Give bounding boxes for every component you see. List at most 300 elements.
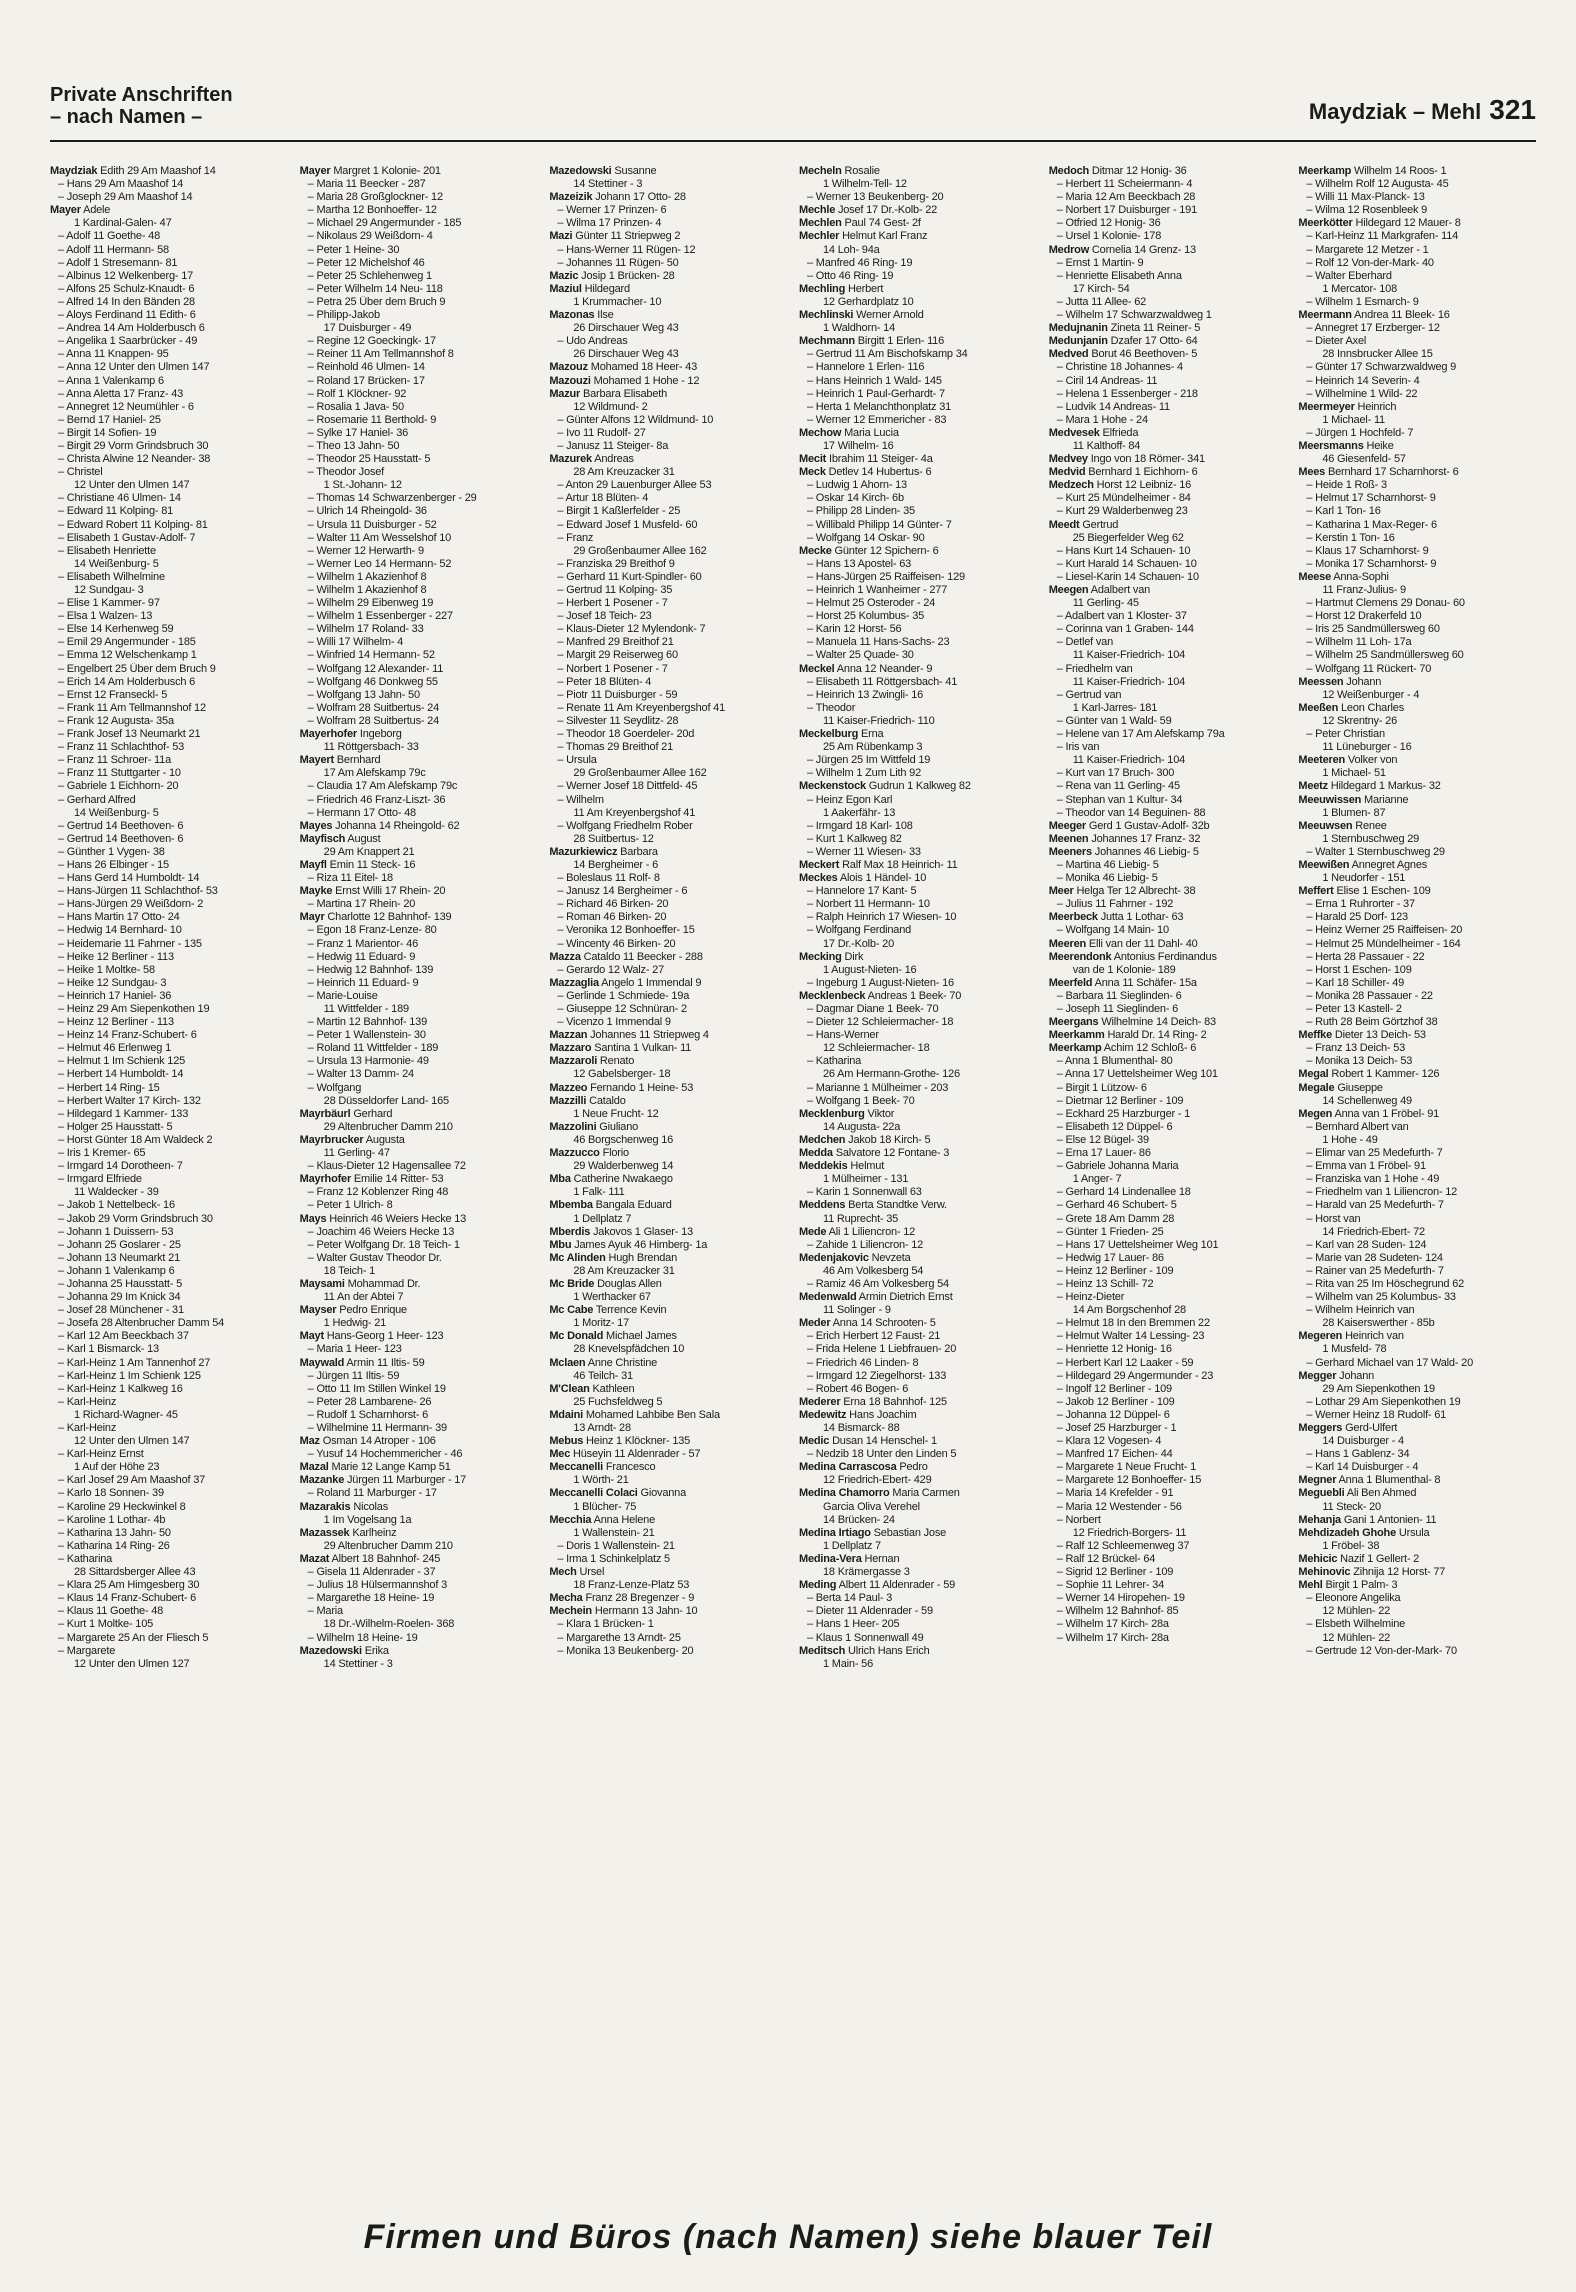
entry-text: – Hedwig 12 Bahnhof- 139 (307, 963, 434, 976)
directory-entry (300, 361, 538, 374)
directory-entry (799, 1396, 1037, 1409)
surname: Mayes (299, 819, 333, 832)
entry-text: – Heike 12 Berliner - 113 (58, 950, 174, 963)
entry-text: – Hans-Jürgen 11 Schlachthof- 53 (58, 885, 218, 898)
surname: Medzech (1048, 479, 1094, 492)
directory-entry (50, 1409, 288, 1422)
entry-text: – Werner 12 Herwarth- 9 (307, 544, 424, 557)
entry-text: 46 Teilch- 31 (573, 1369, 633, 1382)
surname: Mehicic (1298, 1552, 1338, 1565)
entry-text: – Karoline 29 Heckwinkel 8 (58, 1500, 186, 1513)
surname: Mec (549, 1448, 571, 1461)
directory-entry (1049, 1108, 1287, 1121)
directory-entry (1049, 1278, 1287, 1291)
entry-text: – Hartmut Clemens 29 Donau- 60 (1306, 597, 1465, 610)
directory-entry (549, 1501, 787, 1514)
entry-text: – Hans Heinrich 1 Wald- 145 (807, 374, 942, 387)
directory-entry (1049, 1003, 1287, 1016)
directory-entry (300, 597, 538, 610)
entry-text: 28 Knevelspfädchen 10 (573, 1343, 685, 1356)
entry-text: 12 Unter den Ulmen 147 (74, 1435, 190, 1448)
directory-entry (300, 440, 538, 453)
directory-entry (799, 649, 1037, 662)
surname: Mazzaglia (549, 976, 599, 989)
directory-entry (1049, 309, 1287, 322)
directory-entry (300, 479, 538, 492)
directory-entry (799, 283, 1037, 296)
entry-text: – Heinrich 11 Eduard- 9 (307, 976, 419, 989)
entry-text: – Erna 17 Lauer- 86 (1056, 1147, 1151, 1160)
entry-text: – Ingeburg 1 August-Nieten- 16 (807, 976, 954, 989)
entry-text: 11 Kaiser-Friedrich- 104 (1072, 754, 1186, 767)
entry-text: – Edward Josef 1 Musfeld- 60 (557, 518, 698, 531)
entry-text: 12 Unter den Ulmen 127 (74, 1657, 190, 1670)
directory-entry (50, 492, 288, 505)
surname: Meermann (1298, 309, 1352, 322)
directory-entry (300, 1514, 538, 1527)
surname: Meerkamm (1048, 1029, 1105, 1042)
surname: Mazanke (299, 1474, 345, 1487)
directory-entry (1049, 1592, 1287, 1605)
directory-entry (1049, 715, 1287, 728)
directory-entry (799, 453, 1037, 466)
directory-entry (1298, 1055, 1536, 1068)
directory-entry (300, 780, 538, 793)
directory-entry (549, 964, 787, 977)
surname: Medina-Vera (799, 1552, 862, 1565)
entry-text: – Karl 14 Duisburger - 4 (1306, 1461, 1419, 1474)
directory-entry (799, 1527, 1037, 1540)
entry-text: – Engelbert 25 Über dem Bruch 9 (58, 662, 216, 675)
entry-text: Hildegard (584, 282, 630, 295)
directory-entry (1049, 1487, 1287, 1500)
directory-entry (799, 1186, 1037, 1199)
entry-text: Dzafer 17 Otto- 64 (1110, 335, 1198, 348)
directory-entry (549, 1213, 787, 1226)
directory-entry (549, 1435, 787, 1448)
directory-entry (799, 1540, 1037, 1553)
directory-entry (300, 545, 538, 558)
entry-text: – Klara 1 Brücken- 1 (557, 1618, 654, 1631)
surname: Mehdizadeh Ghohe (1298, 1526, 1396, 1539)
directory-entry (300, 1278, 538, 1291)
entry-text: – Elisabeth Henriette (58, 544, 156, 557)
directory-entry (799, 1422, 1037, 1435)
directory-entry (50, 1108, 288, 1121)
directory-entry (300, 951, 538, 964)
directory-entry (300, 1409, 538, 1422)
entry-text: Ursel (579, 1566, 605, 1579)
entry-text: – Ursula (557, 754, 597, 767)
directory-entry (300, 414, 538, 427)
entry-text: – Birgit 1 Lützow- 6 (1056, 1081, 1147, 1094)
entry-text: – Birgit 14 Sofien- 19 (58, 426, 157, 439)
directory-entry (1049, 951, 1287, 964)
entry-text: – Wilhelm van 25 Kolumbus- 33 (1306, 1291, 1456, 1304)
entry-text: – Heinrich 1 Paul-Gerhardt- 7 (807, 387, 945, 400)
entry-text: – Erich Herbert 12 Faust- 21 (807, 1330, 941, 1343)
directory-entry (799, 309, 1037, 322)
directory-entry (549, 1134, 787, 1147)
directory-entry (1298, 361, 1536, 374)
directory-entry (1049, 767, 1287, 780)
entry-text: – Piotr 11 Duisburger - 59 (557, 688, 678, 701)
directory-entry (549, 257, 787, 270)
directory-entry (1049, 1540, 1287, 1553)
directory-entry (799, 1147, 1037, 1160)
entry-text: Bernhard 17 Scharnhorst- 6 (1327, 466, 1459, 479)
entry-text: – Kurt 1 Kalkweg 82 (807, 832, 902, 845)
entry-text: 14 Stettiner - 3 (573, 178, 643, 191)
surname: Mazedowski (549, 165, 612, 177)
surname: Medvid (1048, 466, 1086, 479)
directory-entry (1049, 597, 1287, 610)
directory-entry (799, 1134, 1037, 1147)
directory-entry (799, 427, 1037, 440)
surname: Meegen (1048, 584, 1089, 596)
entry-text: – Hans-Jürgen 29 Weißdorn- 2 (58, 898, 204, 911)
entry-text: – Barbara 11 Sieglinden- 6 (1056, 989, 1182, 1002)
entry-text: – Günter 1 Frieden- 25 (1056, 1225, 1164, 1238)
entry-text: 1 Waldhorn- 14 (823, 322, 896, 335)
directory-entry (1298, 833, 1536, 846)
directory-entry (1049, 1461, 1287, 1474)
directory-entry (549, 1252, 787, 1265)
surname: Meccanelli (549, 1461, 603, 1474)
entry-text: 17 Kirch- 54 (1072, 282, 1130, 295)
surname: Mazzolini (549, 1120, 597, 1133)
entry-text: Armin 11 Iltis- 59 (346, 1356, 425, 1369)
entry-text: – Theodor (807, 701, 856, 714)
directory-entry (50, 1435, 288, 1448)
entry-text: Hildegard 1 Markus- 32 (1330, 780, 1441, 793)
directory-entry (1298, 1448, 1536, 1461)
directory-entry (50, 728, 288, 741)
entry-text: 28 Innsbrucker Allee 15 (1322, 348, 1433, 361)
entry-text: – Eckhard 25 Harzburger - 1 (1056, 1107, 1191, 1120)
entry-text: Emin 11 Steck- 16 (329, 858, 416, 871)
entry-text: – Marianne 1 Mülheimer - 203 (807, 1081, 949, 1094)
surname: M'Clean (549, 1382, 590, 1395)
directory-entry (799, 204, 1037, 217)
entry-text: – Elise 1 Kammer- 97 (58, 597, 160, 610)
entry-text: – Margarete 1 Neue Frucht- 1 (1056, 1461, 1196, 1474)
entry-text: Cataldo 11 Beecker - 288 (583, 950, 703, 963)
directory-entry (799, 191, 1037, 204)
entry-text: – Gertrud 11 Am Bischofskamp 34 (807, 348, 968, 361)
entry-text: – Herbert 14 Humboldt- 14 (58, 1068, 184, 1081)
entry-text: – Joseph 29 Am Maashof 14 (58, 191, 193, 204)
entry-text: 12 Weißenburger - 4 (1322, 688, 1420, 701)
entry-text: 1 Karl-Jarres- 181 (1072, 701, 1158, 714)
directory-entry (1298, 1147, 1536, 1160)
directory-entry (1298, 1383, 1536, 1396)
surname: Meer (1048, 885, 1074, 898)
surname: Mayer (50, 204, 81, 217)
directory-entry (1298, 191, 1536, 204)
directory-entry (50, 191, 288, 204)
entry-text: Gertrud (1082, 518, 1119, 531)
directory-entry (1049, 1304, 1287, 1317)
entry-text: – Dieter 11 Aldenrader - 59 (807, 1605, 933, 1618)
surname: Medrow (1048, 243, 1090, 256)
entry-text: – Walter 25 Quade- 30 (807, 649, 914, 662)
directory-entry (1298, 1213, 1536, 1226)
entry-text: Detlev 14 Hubertus- 6 (828, 466, 932, 479)
directory-entry (50, 1474, 288, 1487)
directory-entry (300, 676, 538, 689)
directory-entry (50, 911, 288, 924)
surname: Mecklenburg (799, 1107, 865, 1120)
entry-text: Erna 18 Bahnhof- 125 (843, 1395, 947, 1408)
directory-entry (1298, 1042, 1536, 1055)
entry-text: – Maria 14 Krefelder - 91 (1056, 1487, 1174, 1500)
directory-entry (549, 479, 787, 492)
entry-text: – Udo Andreas (557, 335, 628, 348)
surname: Meeger (1048, 819, 1087, 832)
directory-entry (549, 296, 787, 309)
directory-entry (799, 1213, 1037, 1226)
entry-text: – Adolf 11 Hermann- 58 (58, 243, 169, 256)
entry-text: – Maria (307, 1605, 343, 1618)
directory-entry (300, 1042, 538, 1055)
entry-text: – Franz 11 Schlachthof- 53 (58, 741, 185, 754)
entry-text: – Thomas 14 Schwarzenberger - 29 (307, 492, 477, 505)
entry-text: – Wolfgang 14 Oskar- 90 (807, 531, 925, 544)
entry-text: – Katharina 13 Jahn- 50 (58, 1526, 171, 1539)
directory-entry (1049, 348, 1287, 361)
entry-text: 1 Falk- 111 (573, 1186, 625, 1199)
directory-entry (50, 977, 288, 990)
directory-entry (1049, 558, 1287, 571)
directory-entry (300, 1068, 538, 1081)
directory-entry (549, 1514, 787, 1527)
entry-text: 28 Suitbertus- 12 (573, 832, 654, 845)
directory-entry (50, 754, 288, 767)
entry-text: – Rudolf 1 Scharnhorst- 6 (307, 1408, 429, 1421)
surname: Mechler (799, 230, 840, 243)
surname: Megger (1298, 1369, 1337, 1382)
entry-text: Nazif 1 Gellert- 2 (1340, 1552, 1420, 1565)
entry-text: – Lothar 29 Am Siepenkothen 19 (1306, 1395, 1461, 1408)
directory-entry (549, 1579, 787, 1592)
entry-text: – Ingolf 12 Berliner - 109 (1056, 1382, 1172, 1395)
directory-entry (1298, 283, 1536, 296)
directory-entry (1298, 466, 1536, 479)
entry-text: – Rolf 1 Klöckner- 92 (307, 387, 407, 400)
surname: Medina Irtiago (799, 1526, 871, 1539)
entry-text: – Karin 1 Sonnenwall 63 (807, 1186, 922, 1199)
entry-text: – Irmgard 18 Karl- 108 (807, 819, 913, 832)
entry-text: Rosalie (844, 165, 880, 177)
entry-text: – Friedrich 46 Linden- 8 (807, 1356, 919, 1369)
entry-text: – Margit 29 Reiserweg 60 (557, 649, 678, 662)
directory-entry (1049, 257, 1287, 270)
directory-entry (1298, 1474, 1536, 1487)
directory-entry (1049, 794, 1287, 807)
entry-text: – Günter Alfons 12 Wildmund- 10 (557, 413, 714, 426)
directory-entry (549, 990, 787, 1003)
directory-entry (549, 623, 787, 636)
directory-entry (50, 1579, 288, 1592)
entry-text: Charlotte 12 Bahnhof- 139 (327, 911, 452, 924)
entry-text: – Manfred 29 Breithof 21 (557, 636, 674, 649)
entry-text: 1 Musfeld- 78 (1322, 1343, 1387, 1356)
entry-text: Gerd-Ulfert (1345, 1422, 1398, 1434)
entry-text: – Peter 25 Schlehenweg 1 (307, 269, 432, 282)
entry-text: – Peter Wilhelm 14 Neu- 118 (307, 282, 443, 295)
directory-entry (1298, 1527, 1536, 1540)
entry-text: 1 Anger- 7 (1072, 1173, 1122, 1186)
entry-text: – Irma 1 Schinkelplatz 5 (557, 1552, 670, 1565)
directory-entry (549, 1055, 787, 1068)
entry-text: – Aloys Ferdinand 11 Edith- 6 (58, 309, 196, 322)
entry-text: – Jakob 12 Berliner - 109 (1056, 1395, 1175, 1408)
directory-entry (300, 833, 538, 846)
entry-text: – Jürgen 25 Im Wittfeld 19 (807, 754, 931, 767)
entry-text: – Bernd 17 Haniel- 25 (58, 413, 161, 426)
directory-entry (1049, 1330, 1287, 1343)
entry-text: Andrea 11 Bleek- 16 (1354, 309, 1450, 322)
directory-entry (50, 1527, 288, 1540)
directory-entry (1298, 951, 1536, 964)
entry-text: 11 Kaiser-Friedrich- 104 (1072, 649, 1186, 662)
surname: Meckert (799, 858, 840, 871)
directory-entry (799, 1566, 1037, 1579)
directory-entry (300, 898, 538, 911)
directory-entry (1049, 571, 1287, 584)
directory-entry (50, 780, 288, 793)
directory-entry (1049, 1016, 1287, 1029)
entry-text: – Wilhelm 12 Bahnhof- 85 (1056, 1605, 1179, 1618)
directory-entry (50, 1082, 288, 1095)
surname: Mberdis (549, 1225, 591, 1238)
surname: Mazzan (549, 1029, 588, 1042)
directory-entry (50, 623, 288, 636)
directory-entry (1049, 938, 1287, 951)
entry-text: Anna Helene (593, 1513, 656, 1526)
directory-entry (549, 453, 787, 466)
directory-entry (1049, 911, 1287, 924)
entry-text: – Helmut 17 Scharnhorst- 9 (1306, 492, 1436, 505)
directory-entry (1049, 1042, 1287, 1055)
directory-entry (1298, 715, 1536, 728)
directory-entry (50, 414, 288, 427)
directory-entry (300, 636, 538, 649)
entry-text: 29 Walderbenweg 14 (573, 1160, 674, 1173)
directory-entry (50, 1592, 288, 1605)
directory-entry (549, 1082, 787, 1095)
entry-text: – Jakob 29 Vorm Grindsbruch 30 (58, 1212, 213, 1225)
directory-entry (1298, 1239, 1536, 1252)
directory-entry (50, 1514, 288, 1527)
directory-entry (549, 1239, 787, 1252)
entry-text: 1 Wallenstein- 21 (573, 1526, 655, 1539)
entry-text: 1 Mercator- 108 (1322, 282, 1398, 295)
entry-text: – Gerhard 14 Lindenallee 18 (1056, 1186, 1191, 1199)
directory-entry (799, 348, 1037, 361)
directory-entry (50, 1632, 288, 1645)
entry-text: – Elimar van 25 Medefurth- 7 (1306, 1147, 1443, 1160)
directory-entry (300, 257, 538, 270)
directory-entry (1298, 375, 1536, 388)
directory-entry (1298, 1409, 1536, 1422)
entry-text: – Frank 12 Augusta- 35a (58, 714, 174, 727)
entry-text: Herbert (847, 282, 884, 295)
directory-entry (1049, 479, 1287, 492)
directory-entry (549, 1592, 787, 1605)
directory-entry (799, 322, 1037, 335)
entry-text: Pedro (899, 1461, 928, 1474)
entry-text: – Hannelore 17 Kant- 5 (807, 885, 917, 898)
directory-entry (1298, 414, 1536, 427)
directory-entry (1298, 1553, 1536, 1566)
directory-entry (799, 1553, 1037, 1566)
entry-text: 14 Friedrich-Ebert- 72 (1322, 1225, 1425, 1238)
surname: Medchen (799, 1133, 846, 1146)
entry-text: – Katharina (807, 1055, 862, 1068)
entry-text: 13 Arndt- 28 (573, 1422, 631, 1434)
entry-text: – Margarete (58, 1644, 116, 1657)
entry-text: – Stephan van 1 Kultur- 34 (1056, 793, 1183, 806)
directory-entry (549, 1474, 787, 1487)
entry-text: – Willi 17 Wilhelm- 4 (307, 636, 404, 649)
directory-entry (799, 898, 1037, 911)
entry-text: – Wilhelm 17 Kirch- 28a (1056, 1618, 1169, 1631)
entry-text: Helmut (850, 1160, 885, 1173)
directory-entry (799, 1383, 1037, 1396)
entry-text: 1 Wörth- 21 (573, 1474, 629, 1487)
directory-entry (1298, 401, 1536, 414)
directory-entry (549, 1383, 787, 1396)
directory-entry (549, 676, 787, 689)
entry-text: Erika (364, 1644, 389, 1657)
entry-text: – Petra 25 Über dem Bruch 9 (307, 295, 446, 308)
surname: Mayt (299, 1330, 324, 1343)
entry-text: – Karl van 28 Suden- 124 (1306, 1238, 1427, 1251)
directory-entry (300, 1252, 538, 1265)
surname: Mays (299, 1212, 327, 1225)
directory-entry (549, 283, 787, 296)
entry-text: – Irmgard 14 Dorotheen- 7 (58, 1160, 183, 1173)
entry-text: – Monika 17 Scharnhorst- 9 (1306, 557, 1437, 570)
directory-entry (549, 780, 787, 793)
directory-entry (1049, 1068, 1287, 1081)
surname: Medvey (1048, 453, 1088, 466)
directory-column-2 (300, 165, 538, 2165)
directory-entry (50, 165, 288, 178)
entry-text: Wilhelmine 14 Deich- 83 (1101, 1016, 1216, 1029)
directory-entry (1298, 623, 1536, 636)
entry-text: 17 Wilhelm- 16 (823, 439, 894, 452)
directory-entry (799, 1487, 1037, 1500)
directory-entry (300, 623, 538, 636)
directory-entry (300, 1186, 538, 1199)
entry-text: – Dieter Axel (1306, 335, 1367, 348)
directory-entry (549, 951, 787, 964)
directory-entry (799, 1291, 1037, 1304)
entry-text: – Heinz 12 Berliner - 109 (1056, 1264, 1174, 1277)
entry-text: 18 Krämergasse 3 (823, 1566, 910, 1579)
entry-text: 14 Duisburger - 4 (1322, 1435, 1404, 1448)
surname: Maysami (299, 1277, 345, 1290)
directory-entry (300, 1448, 538, 1461)
directory-entry (799, 938, 1037, 951)
directory-entry (50, 1042, 288, 1055)
entry-text: Annegret Agnes (1351, 858, 1428, 871)
entry-text: – Iris van (1056, 741, 1100, 754)
directory-entry (799, 780, 1037, 793)
